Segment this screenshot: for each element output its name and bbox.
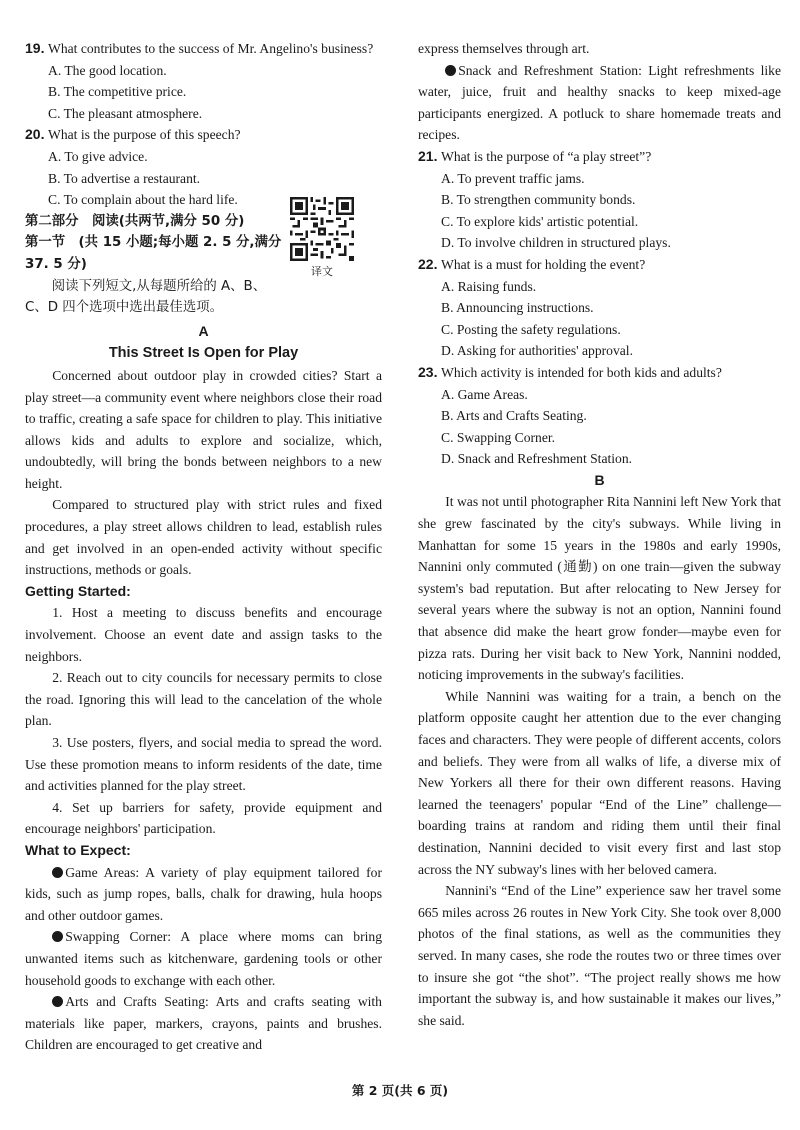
paragraph: Nannini's “End of the Line” experience saw her travel some 665 miles across 26 routes in New York City. She took over 8,000 photos of the final stations, as well as the communities they served. In many cases, she rode the routes two or three times over to insure she got “the shot”. “The project really shows me how important the subway is, and how sustainable it makes our lives,” she said. xyxy=(418,883,781,1028)
option-d: D. Asking for authorities' approval. xyxy=(441,343,633,359)
continued-text: express themselves through art. xyxy=(418,41,590,56)
bullet-item: Game Areas: A variety of play equipment tailored for kids, such as jump ropes, balls, chalk for drawing, hula hoops and other outdoor games. xyxy=(25,864,382,923)
left-column xyxy=(25,38,382,1056)
bullet-icon xyxy=(445,65,456,76)
bullet-item: Arts and Crafts Seating: Arts and crafts seating with materials like paper, markers, crayons, paints and brushes. Children are encouraged to get creative and xyxy=(25,994,382,1053)
option-a: A. To give advice. xyxy=(48,148,148,164)
question-23 xyxy=(418,362,781,470)
step-item: 1. Host a meeting to discuss benefits and encourage involvement. Choose an event date and assign tasks to the neighbors. xyxy=(25,605,382,664)
bullet-item: Snack and Refreshment Station: Light refreshments like water, juice, fruit and healthy snacks to keep mixed-age participants energized. A potluck to share homemade treats and recipes. xyxy=(418,62,781,143)
option-a: A. Game Areas. xyxy=(441,386,528,402)
paragraph: Compared to structured play with strict rules and fixed procedures, a play street allows children to lead, establish rules and get involved in an open-ended activity without specific instructions, methods or goals. xyxy=(25,497,382,578)
question-text: What is a must for holding the event? xyxy=(441,256,646,272)
option-b: B. To strengthen community bonds. xyxy=(441,192,636,208)
option-c: C. Posting the safety regulations. xyxy=(441,321,621,337)
passage-letter: B xyxy=(594,471,605,488)
option-a: A. The good location. xyxy=(48,62,167,78)
question-text: Which activity is intended for both kids and adults? xyxy=(441,364,722,380)
qr-code-icon[interactable] xyxy=(290,197,354,261)
qr-code-block[interactable] xyxy=(287,197,357,279)
section-one-title: 第一节 (共 15 小题;每小题 2. 5 分,满分 37. 5 分) xyxy=(25,235,282,272)
subheading-what-to-expect: What to Expect: xyxy=(25,841,131,858)
right-column xyxy=(418,38,781,1031)
paragraph: Concerned about outdoor play in crowded cities? Start a play street—a community event where neighbors close their road to traffic, creating a safe space for children to play. This initiative allows kids and adults to explore and socialize, which, undoubtedly, will bring the bonds between neighbors to a new height. xyxy=(25,367,382,491)
option-b: B. The competitive price. xyxy=(48,84,187,100)
bullet-icon xyxy=(52,996,63,1007)
question-19 xyxy=(25,38,382,124)
step-item: 2. Reach out to city councils for necessary permits to close the road. Ignoring this will lead to the cancelation of the whole plan. xyxy=(25,670,382,729)
page-footer: 第 2 页(共 6 页) xyxy=(351,1083,449,1098)
step-item: 4. Set up barriers for safety, provide equipment and encourage neighbors' participation. xyxy=(25,799,382,837)
option-c: C. To complain about the hard life. xyxy=(48,192,238,208)
option-a: A. To prevent traffic jams. xyxy=(441,170,585,186)
option-c: C. The pleasant atmosphere. xyxy=(48,105,203,121)
qr-caption: 译文 xyxy=(311,265,333,278)
section-header xyxy=(25,211,283,319)
passage-letter: A xyxy=(198,322,209,339)
question-text: What is the purpose of this speech? xyxy=(48,127,241,143)
instructions: 阅读下列短文,从每题所给的 A、B、C、D 四个选项中选出最佳选项。 xyxy=(25,278,267,316)
question-text: What is the purpose of “a play street”? xyxy=(441,148,652,164)
question-number: 21. xyxy=(418,147,438,164)
bullet-item: Swapping Corner: A place where moms can bring unwanted items such as kitchenware, gardening tools or other household goods to exchange with each other. xyxy=(25,929,382,988)
passage-title: This Street Is Open for Play xyxy=(108,345,299,362)
step-item: 3. Use posters, flyers, and social media to spread the word. Use these promotion means to inform residents of the date, time and activities planned for the play street. xyxy=(25,735,382,794)
option-d: D. To involve children in structured plays. xyxy=(441,235,671,251)
question-number: 23. xyxy=(418,363,438,380)
option-c: C. Swapping Corner. xyxy=(441,429,556,445)
part-two-title: 第二部分 阅读(共两节,满分 50 分) xyxy=(25,213,245,229)
subheading-getting-started: Getting Started: xyxy=(25,582,131,599)
option-b: B. To advertise a restaurant. xyxy=(48,170,201,186)
paragraph: It was not until photographer Rita Nannini left New York that she grew fascinated by the city's subways. While living in Manhattan for some 15 years in the 1980s and early 1990s, Nannini only commuted (通勤) on one train—given the subway system's bad reputation. But after relocating to New Jersey for several years where the subway is not an option, Nannini found that absence did make the heart grow fonder—maybe even for pizza rats. During her visit back to New York, Nannini nodded, noticing improvements in the subway's facilities. xyxy=(418,494,781,683)
option-c: C. To explore kids' artistic potential. xyxy=(441,213,639,229)
question-number: 20. xyxy=(25,126,45,143)
question-22 xyxy=(418,254,781,362)
bullet-icon xyxy=(52,931,63,942)
option-a: A. Raising funds. xyxy=(441,278,537,294)
option-b: B. Arts and Crafts Seating. xyxy=(441,408,587,424)
question-text: What contributes to the success of Mr. Angelino's business? xyxy=(48,41,374,56)
bullet-icon xyxy=(52,867,63,878)
paragraph: While Nannini was waiting for a train, a bench on the platform opposite caught her attention due to the ever changing faces and characters. They were people of different accents, colors and beliefs. They were from all walks of life, a diverse mix of New Yorkers all there for their own different reasons. Having learned the teenagers' popular “End of the Line” challenge—boarding trains at random and riding them until their final destination, Nannini decided to visit every first and last stop across the NY subway's lines with her beloved camera. xyxy=(418,688,781,877)
question-21 xyxy=(418,146,781,254)
question-number: 22. xyxy=(418,255,438,272)
option-b: B. Announcing instructions. xyxy=(441,300,594,316)
question-number: 19. xyxy=(25,40,45,56)
option-d: D. Snack and Refreshment Station. xyxy=(441,451,633,467)
